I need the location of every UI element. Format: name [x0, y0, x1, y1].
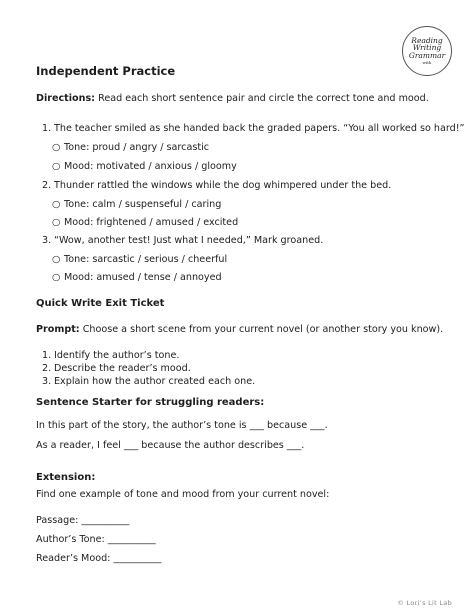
question-number: 3.: [42, 235, 52, 246]
question-3: [42, 235, 323, 246]
tone-text: Tone: proud / angry / sarcastic: [64, 142, 210, 153]
question-number: 1.: [42, 123, 52, 134]
copyright-footer: © Lori’s Lit Lab: [397, 599, 452, 607]
question-text: “Wow, another test! Just what I needed,” Mark groaned.: [54, 235, 324, 246]
step-text: Explain how the author created each one.: [54, 376, 256, 387]
step-number: 2.: [42, 363, 52, 374]
logo-text-4: with: [422, 60, 432, 66]
starter-line-2: As a reader, I feel ___ because the author describes ___.: [36, 440, 305, 451]
circle-bullet-icon: ○: [52, 161, 61, 172]
extension-heading: Extension:: [36, 472, 96, 483]
question-number: 2.: [42, 180, 52, 191]
exit-ticket-heading: Quick Write Exit Ticket: [36, 298, 165, 309]
tone-options-2: [52, 199, 221, 210]
tone-text: Tone: calm / suspenseful / caring: [64, 199, 222, 210]
mood-text: Mood: amused / tense / annoyed: [64, 272, 222, 283]
directions: [36, 93, 429, 104]
passage-line: Passage: __________: [36, 515, 130, 526]
step-2: [42, 363, 191, 374]
mood-options-2: [52, 217, 238, 228]
tone-text: Tone: sarcastic / serious / cheerful: [64, 254, 228, 265]
logo-text-1: Reading: [411, 35, 443, 45]
directions-text: Read each short sentence pair and circle the correct tone and mood.: [95, 93, 429, 104]
readers-mood-line: Reader’s Mood: __________: [36, 553, 162, 564]
mood-options-3: [52, 272, 222, 283]
circle-bullet-icon: ○: [52, 272, 61, 283]
starter-line-1: In this part of the story, the author’s tone is ___ because ___.: [36, 420, 328, 431]
directions-label: Directions:: [36, 93, 96, 104]
mood-options-1: [52, 161, 237, 172]
prompt-label: Prompt:: [36, 324, 80, 335]
extension-text: Find one example of tone and mood from your current novel:: [36, 489, 330, 500]
logo-text-3: Grammar: [408, 51, 446, 61]
prompt-text: Choose a short scene from your current novel (or another story you know).: [79, 324, 444, 335]
circle-bullet-icon: ○: [52, 199, 61, 210]
question-1: [42, 123, 465, 134]
circle-bullet-icon: ○: [52, 142, 61, 153]
page-title: Independent Practice: [36, 64, 176, 78]
step-text: Describe the reader’s mood.: [54, 363, 191, 374]
tone-options-3: [52, 254, 227, 265]
step-3: [42, 376, 255, 387]
circle-bullet-icon: ○: [52, 254, 61, 265]
circle-bullet-icon: ○: [52, 217, 61, 228]
question-text: The teacher smiled as she handed back the graded papers. “You all worked so hard!”: [54, 123, 465, 134]
step-text: Identify the author’s tone.: [54, 350, 180, 361]
mood-text: Mood: frightened / amused / excited: [64, 217, 239, 228]
prompt: [36, 324, 443, 335]
logo-text-2: Writing: [412, 43, 442, 53]
tone-options-1: [52, 142, 209, 153]
question-text: Thunder rattled the windows while the dog whimpered under the bed.: [54, 180, 392, 191]
sentence-starter-heading: Sentence Starter for struggling readers:: [36, 397, 265, 408]
mood-text: Mood: motivated / anxious / gloomy: [64, 161, 237, 172]
step-1: [42, 350, 179, 361]
step-number: 3.: [42, 376, 52, 387]
question-2: [42, 180, 391, 191]
authors-tone-line: Author’s Tone: __________: [36, 534, 156, 545]
brand-logo: [402, 26, 452, 76]
step-number: 1.: [42, 350, 52, 361]
